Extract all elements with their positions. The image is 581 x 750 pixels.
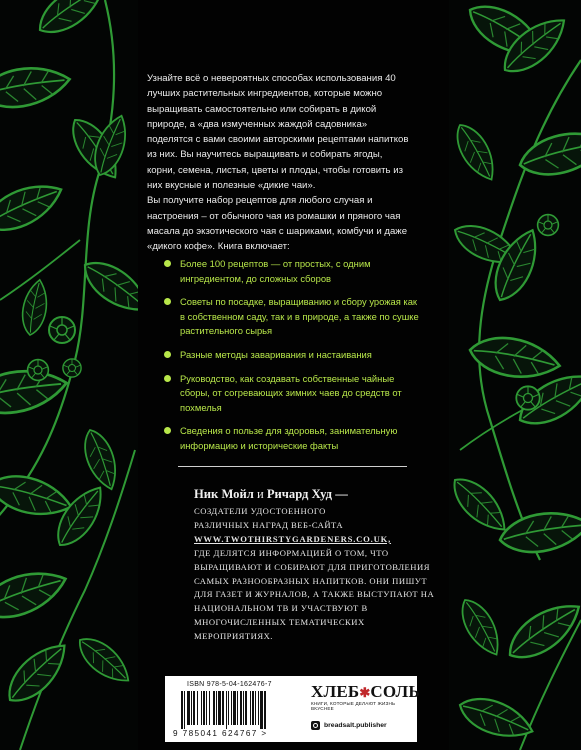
features-list [164,257,424,463]
bullet-dot-icon [164,298,171,305]
bio-line-1: СОЗДАТЕЛИ УДОСТОЕННОГО [194,506,326,516]
publisher-social [311,721,415,730]
author-name-2: Ричард Худ — [266,487,348,501]
barcode-icon [179,691,297,729]
publisher-handle[interactable]: breadsalt.publisher [324,722,387,729]
publisher-logo-left: ХЛЕБ [311,682,360,701]
authors-block [194,487,444,644]
bio-rest: ГДЕ ДЕЛЯТСЯ ИНФОРМАЦИЕЙ О ТОМ, ЧТО ВЫРАЩИВАЮТ И СОБИРАЮТ ДЛЯ ПРИГОТОВЛЕНИЯ САМЫХ РАЗНООБРАЗНЫХ НАПИТКОВ. ОНИ ПИШУТ ДЛЯ ГАЗЕТ И ЖУРНАЛОВ, А ТАКЖЕ ВЫСТУПАЮТ НА НАЦИОНАЛЬНОМ ТВ И УЧАСТВУЮТ В МНОГОЧИСЛЕННЫХ ТЕМАТИЧЕСКИХ МЕРОПРИЯТИЯХ. [194,547,435,642]
list-item-text: Руководство, как создавать собственные чайные сборы, от согревающих зимних чаев до средств от похмелья [180,372,402,413]
list-item [164,348,424,363]
isbn-number: 9 785041 624767 > [173,729,268,738]
divider [178,466,407,467]
website-link[interactable]: WWW.TWOTHIRSTYGARDENERS.CO.UK, [194,533,392,544]
list-item [164,295,424,339]
barcode-panel [165,676,420,742]
author-name-1: Ник Мойл [194,487,254,501]
publisher-logo [311,682,420,702]
intro-text [147,71,412,255]
list-item [164,257,424,286]
intro-paragraph-1: Узнайте всё о невероятных способах использования 40 лучших растительных ингредиентов, которые можно выращивать самостоятельно или собирать в дикой природе, а «два измученных жаждой садовника» поделятся с вами своими авторскими рецептами напитков из них. Вы научитесь выращивать и собирать ягоды, корни, семена, листья, цветы и плоды, чтобы готовить из них вкусные и полезные «дикие чаи». [147,73,409,192]
isbn-label: ISBN 978-5-04-162476-7 [187,681,272,688]
bullet-dot-icon [164,351,171,358]
authors-bio [194,505,444,644]
bullet-dot-icon [164,427,171,434]
publisher-star-icon: ✱ [359,685,371,700]
list-item [164,372,424,416]
list-item-text: Более 100 рецептов — от простых, с одним ингредиентом, до сложных сборов [180,258,371,284]
list-item-text: Советы по посадке, выращиванию и сбору урожая как в собственном саду, так и в природе, а также по сушке растительного сырья [180,296,419,337]
bio-line-2: РАЗЛИЧНЫХ НАГРАД ВЕБ-САЙТА [194,519,344,530]
authors-names [194,487,444,502]
list-item-text: Сведения о пользе для здоровья, занимательную информацию и исторические факты [180,425,398,451]
list-item-text: Разные методы заваривания и настаивания [180,348,372,360]
instagram-icon [311,721,320,730]
authors-conjunction: и [256,487,264,501]
bullet-dot-icon [164,260,171,267]
publisher-tagline: КНИГИ, КОТОРЫЕ ДЕЛАЮТ ЖИЗНЬ ВКУСНЕЕ [311,701,396,711]
list-item [164,424,424,453]
publisher-block [311,682,420,730]
bullet-dot-icon [164,375,171,382]
intro-paragraph-2: Вы получите набор рецептов для любого случая и настроения – от обычного чая из ромашки и пряного чая масала до экзотического чая с шариками, комбучи и даже «дикого кофе». Книга включает: [147,195,408,253]
publisher-logo-right: СОЛЬ [370,682,420,701]
